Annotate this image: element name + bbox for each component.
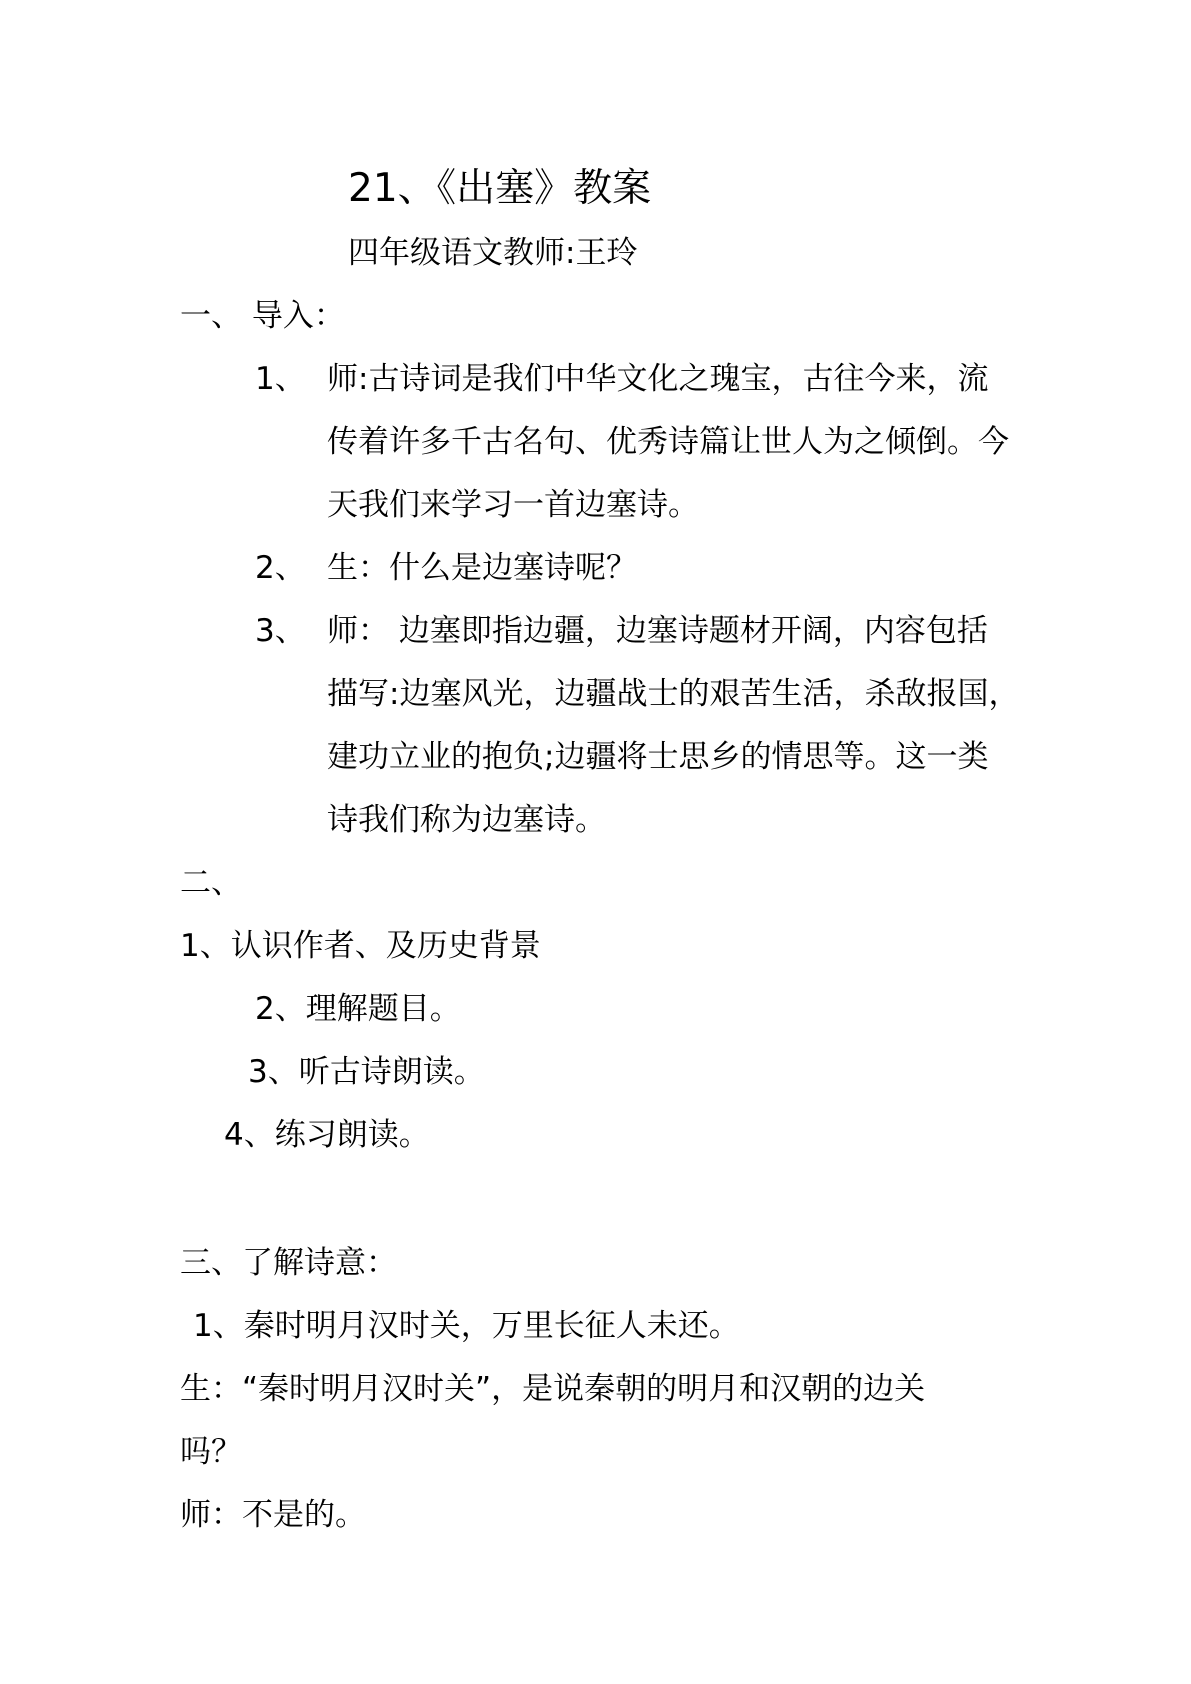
section-1-item-1-line-1: 师:古诗词是我们中华文化之瑰宝，古往今来，流 <box>327 361 989 397</box>
section-3-line-3: 吗？ <box>180 1434 242 1470</box>
section-1-item-2-number: 2、 <box>255 550 306 586</box>
section-1-heading: 一、 导入： <box>180 298 345 334</box>
section-1-item-2-line-1: 生：什么是边塞诗呢？ <box>327 550 637 586</box>
section-1-item-1-number: 1、 <box>255 361 306 397</box>
section-2-item-1: 1、认识作者、及历史背景 <box>180 928 541 964</box>
document-subtitle: 四年级语文教师:王玲 <box>348 235 638 271</box>
section-3-heading: 三、了解诗意： <box>180 1245 397 1281</box>
document-title: 21、《出塞》教案 <box>348 166 652 211</box>
section-3-line-2: 生：“秦时明月汉时关”，是说秦朝的明月和汉朝的边关 <box>180 1371 926 1407</box>
section-3-line-4: 师：不是的。 <box>180 1497 366 1533</box>
section-3-line-1: 1、秦时明月汉时关，万里长征人未还。 <box>193 1308 740 1344</box>
section-1-item-3-line-1: 师： 边塞即指边疆，边塞诗题材开阔，内容包括 <box>327 613 988 649</box>
section-1-item-3-line-2: 描写:边塞风光，边疆战士的艰苦生活，杀敌报国， <box>327 676 1020 712</box>
section-1-item-1-line-3: 天我们来学习一首边塞诗。 <box>327 487 699 523</box>
section-2-item-4: 4、练习朗读。 <box>224 1117 430 1153</box>
section-2-item-2: 2、理解题目。 <box>255 991 461 1027</box>
section-1-item-3-number: 3、 <box>255 613 306 649</box>
section-1-item-3-line-4: 诗我们称为边塞诗。 <box>327 802 606 838</box>
section-2-heading: 二、 <box>180 865 242 901</box>
section-1-item-3-line-3: 建功立业的抱负;边疆将士思乡的情思等。这一类 <box>327 739 989 775</box>
section-2-item-3: 3、听古诗朗读。 <box>248 1054 485 1090</box>
section-1-item-1-line-2: 传着许多千古名句、优秀诗篇让世人为之倾倒。今 <box>327 424 1009 460</box>
